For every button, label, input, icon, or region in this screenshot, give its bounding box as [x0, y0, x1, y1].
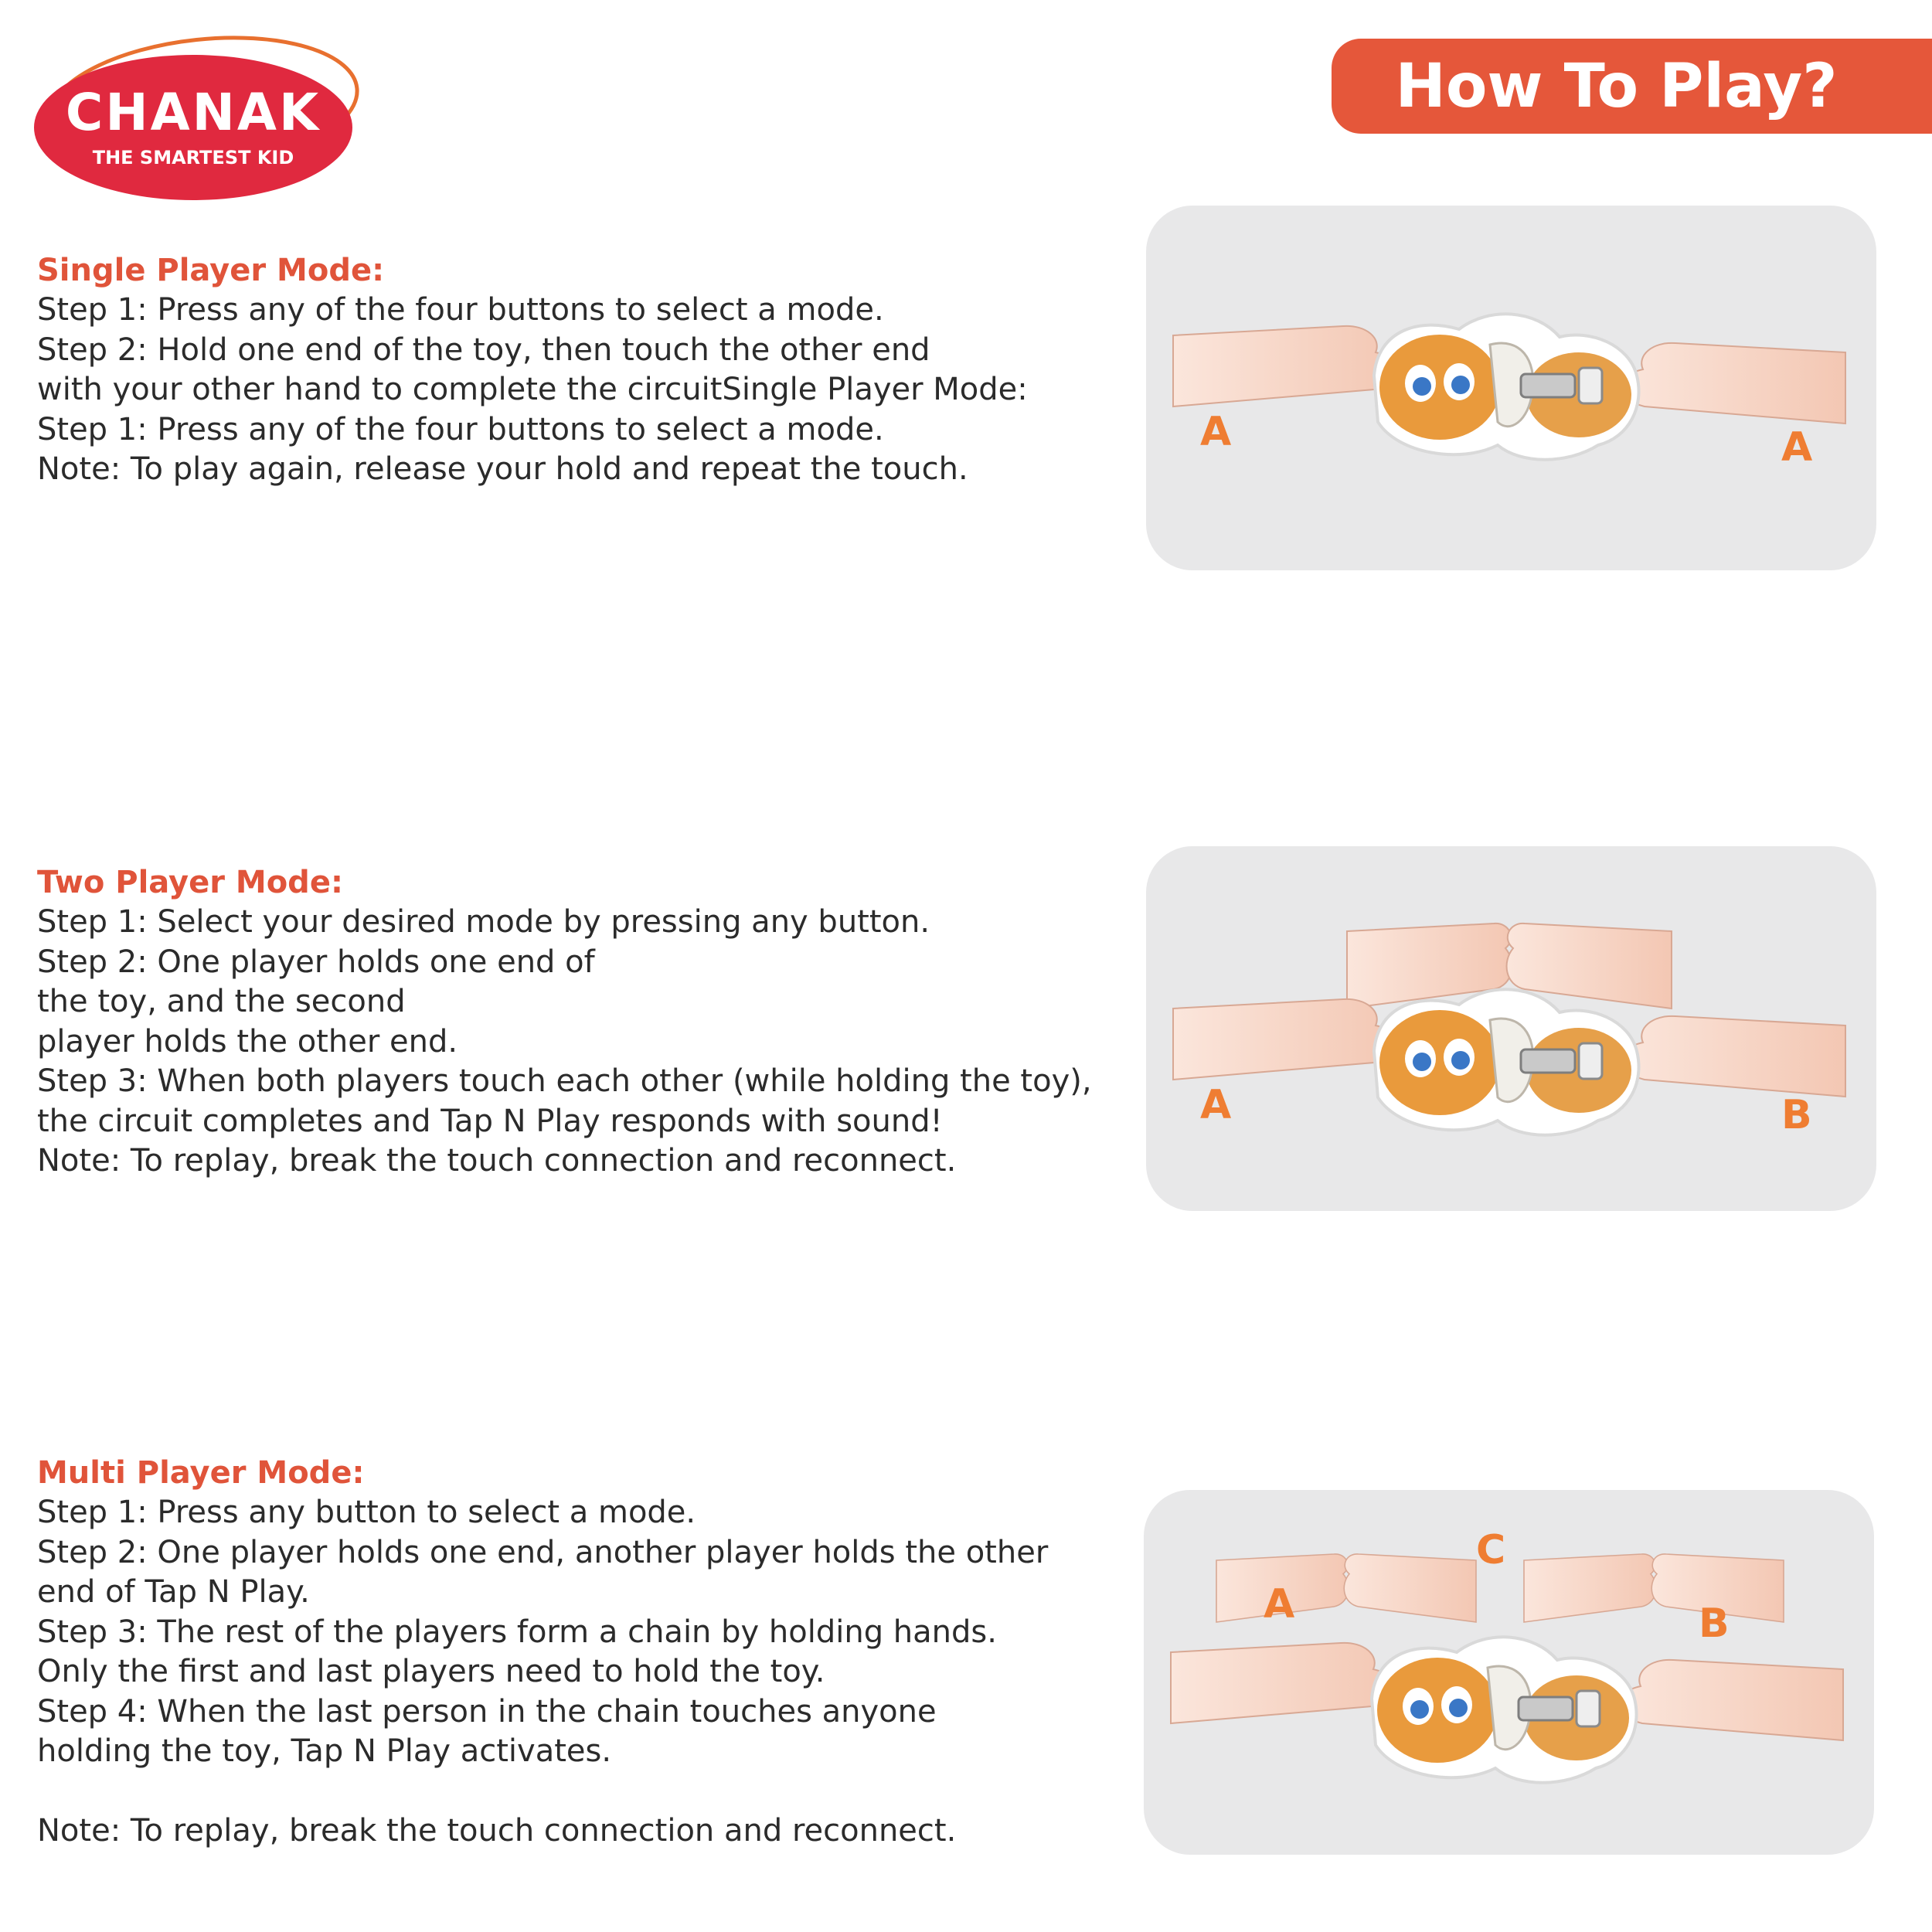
instruction-line: Step 2: Hold one end of the toy, then touch the other end [37, 332, 930, 368]
page-title: How To Play? [1395, 51, 1838, 121]
instruction-line: Step 1: Press any button to select a mode. [37, 1495, 696, 1530]
single-player-section [37, 250, 1134, 490]
section-title: Multi Player Mode: [37, 1455, 365, 1491]
instruction-line: Note: To replay, break the touch connection and reconnect. [37, 1812, 957, 1849]
player-label: B [1699, 1600, 1730, 1647]
player-label: A [1200, 1082, 1232, 1128]
instruction-line: Only the first and last players need to hold the toy. [37, 1654, 825, 1689]
player-label: C [1476, 1527, 1506, 1573]
section-title: Single Player Mode: [37, 253, 385, 288]
instruction-line: the toy, and the second [37, 984, 406, 1019]
section-title: Two Player Mode: [37, 865, 343, 900]
single-player-illustration [1146, 206, 1876, 570]
player-label: A [1200, 409, 1232, 455]
player-label: A [1781, 424, 1813, 471]
instruction-line: Step 2: One player holds one end of [37, 944, 595, 980]
multi-player-section [37, 1453, 1134, 1851]
instruction-line: Note: To play again, release your hold and repeat the touch. [37, 451, 968, 487]
instruction-line: the circuit completes and Tap N Play responds with sound! [37, 1103, 943, 1139]
two-player-section [37, 862, 1134, 1182]
multi-player-illustration [1144, 1490, 1874, 1855]
instruction-line: Step 4: When the last person in the chain touches anyone [37, 1693, 937, 1730]
instruction-line: end of Tap N Play. [37, 1574, 310, 1610]
player-label: B [1781, 1092, 1812, 1138]
player-label: A [1264, 1581, 1295, 1628]
instruction-line: player holds the other end. [37, 1023, 458, 1060]
instruction-line: Note: To replay, break the touch connection and reconnect. [37, 1143, 957, 1179]
instruction-line: Step 1: Press any of the four buttons to select a mode. [37, 411, 884, 447]
two-player-illustration [1146, 846, 1876, 1211]
instruction-line: Step 3: When both players touch each other (while holding the toy), [37, 1063, 1092, 1099]
instruction-line: Step 1: Select your desired mode by pressing any button. [37, 904, 930, 940]
instruction-line: holding the toy, Tap N Play activates. [37, 1733, 612, 1769]
chanak-logo [29, 31, 362, 205]
instruction-line: Step 1: Press any of the four buttons to select a mode. [37, 292, 884, 328]
logo-tagline: THE SMARTEST KID [92, 147, 294, 168]
how-to-play-banner [1332, 39, 1932, 134]
logo-wordmark: CHANAK [65, 83, 321, 142]
instruction-line: Step 2: One player holds one end, another player holds the other [37, 1534, 1049, 1570]
instruction-line: Step 3: The rest of the players form a chain by holding hands. [37, 1614, 997, 1650]
instruction-line: with your other hand to complete the circuitSingle Player Mode: [37, 372, 1028, 407]
